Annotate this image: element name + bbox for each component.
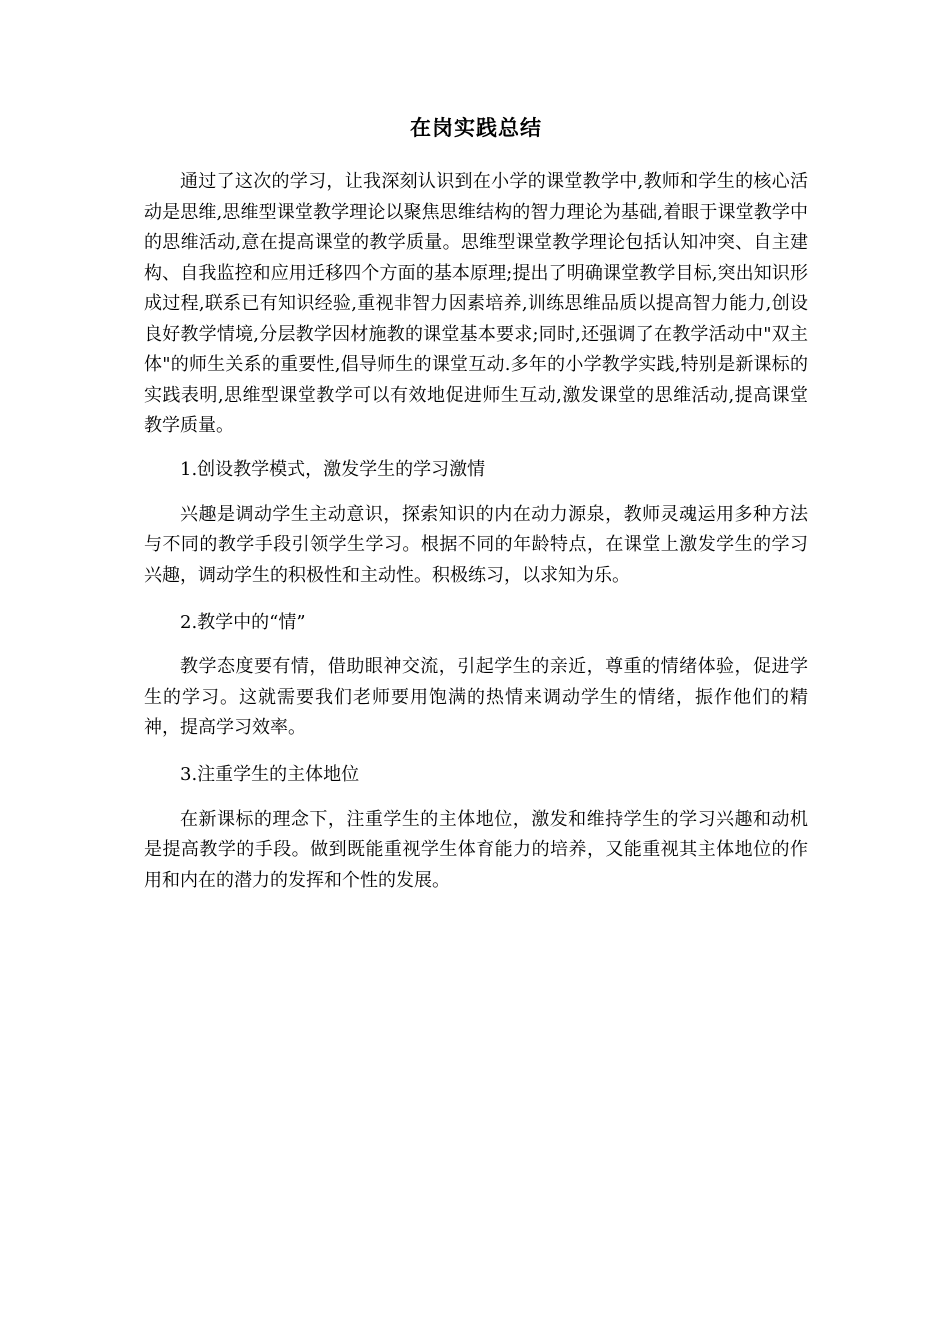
section-body-2: 教学态度要有情，借助眼神交流，引起学生的亲近，尊重的情绪体验，促进学生的学习。这就需要我们老师要用饱满的热情来调动学生的情绪，振作他们的精神，提高学习效率。 (144, 656, 808, 738)
section-heading-2: 2.教学中的“情” (180, 612, 306, 633)
section-heading-3: 3.注重学生的主体地位 (180, 763, 360, 785)
section-body-1: 兴趣是调动学生主动意识，探索知识的内在动力源泉，教师灵魂运用多种方法与不同的教学手段引领学生学习。根据不同的年龄特点，在课堂上激发学生的学习兴趣，调动学生的积极性和主动性。积极练习，以求知为乐。 (144, 503, 808, 586)
document-body (144, 113, 808, 896)
section-heading-1: 1.创设教学模式，激发学生的学习激情 (180, 458, 486, 480)
intro-paragraph: 通过了这次的学习，让我深刻认识到在小学的课堂教学中,教师和学生的核心活动是思维,思维型课堂教学理论以聚焦思维结构的智力理论为基础,着眼于课堂教学中的思维活动,意在提高课堂的教学质量。思维型课堂教学理论包括认知冲突、自主建构、自我监控和应用迁移四个方面的基本原理;提出了明确课堂教学目标,突出知识形成过程,联系已有知识经验,重视非智力因素培养,训练思维品质以提高智力能力,创设良好教学情境,分层教学因材施教的课堂基本要求;同时,还强调了在教学活动中"双主体"的师生关系的重要性,倡导师生的课堂互动.多年的小学教学实践,特别是新课标的实践表明,思维型课堂教学可以有效地促进师生互动,激发课堂的思维活动,提高课堂教学质量。 (144, 171, 808, 436)
section-body-3: 在新课标的理念下，注重学生的主体地位，激发和维持学生的学习兴趣和动机是提高教学的手段。做到既能重视学生体育能力的培养，又能重视其主体地位的作用和内在的潜力的发挥和个性的发展。 (144, 808, 808, 891)
document-title: 在岗实践总结 (410, 116, 542, 140)
